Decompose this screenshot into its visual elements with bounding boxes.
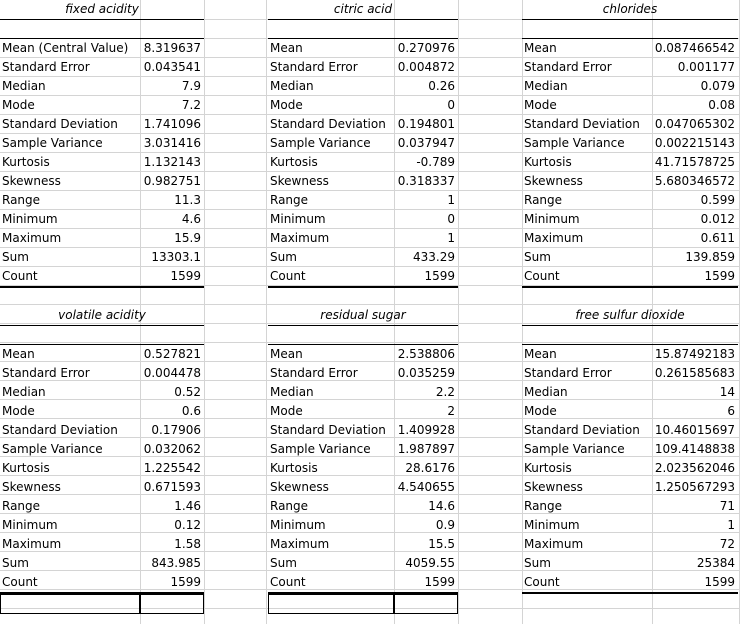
stat-value[interactable]: 0.004478 <box>143 366 201 380</box>
stat-value[interactable]: 1599 <box>170 575 201 589</box>
stat-value[interactable]: 0.6 <box>181 404 201 418</box>
header-underline <box>522 325 738 326</box>
grid-column-line <box>204 0 205 624</box>
empty-bordered-cell[interactable] <box>394 594 458 614</box>
stat-value[interactable]: 1.741096 <box>143 117 201 131</box>
stat-label[interactable]: Median <box>2 385 46 399</box>
stat-label[interactable]: Standard Error <box>524 366 612 380</box>
stat-value[interactable]: 1599 <box>704 269 735 283</box>
stat-label[interactable]: Sum <box>524 556 551 570</box>
stat-value[interactable]: 0.002215143 <box>654 136 735 150</box>
stat-value[interactable]: 14 <box>719 385 735 399</box>
table-bottom-border <box>0 286 204 288</box>
stat-value[interactable]: 1599 <box>170 269 201 283</box>
stat-label[interactable]: Sum <box>270 556 297 570</box>
grid-row-line <box>0 342 740 343</box>
stat-label[interactable]: Sample Variance <box>524 442 625 456</box>
stat-label[interactable]: Minimum <box>270 212 326 226</box>
stat-value[interactable]: 14.6 <box>428 499 455 513</box>
stat-label[interactable]: Sum <box>524 250 551 264</box>
stat-value[interactable]: 8.319637 <box>143 41 201 55</box>
stat-label[interactable]: Range <box>524 193 563 207</box>
stat-label[interactable]: Mean <box>524 41 557 55</box>
stat-value[interactable]: 0.26 <box>428 79 455 93</box>
block-header: free sulfur dioxide <box>575 308 685 322</box>
stat-label[interactable]: Count <box>270 575 306 589</box>
stat-label[interactable]: Count <box>2 575 38 589</box>
stat-label[interactable]: Maximum <box>270 537 330 551</box>
stat-value[interactable]: 10.46015697 <box>654 423 735 437</box>
stat-value[interactable]: 0 <box>447 98 455 112</box>
stat-label[interactable]: Standard Deviation <box>524 423 640 437</box>
stat-label[interactable]: Range <box>270 499 309 513</box>
stat-label[interactable]: Skewness <box>524 480 583 494</box>
stat-value[interactable]: 0.012 <box>700 212 735 226</box>
stat-label[interactable]: Sample Variance <box>2 136 103 150</box>
stat-value[interactable]: 71 <box>719 499 735 513</box>
stat-value[interactable]: 1599 <box>704 575 735 589</box>
stat-value[interactable]: 0.032062 <box>143 442 201 456</box>
block-header: chlorides <box>602 2 658 16</box>
stat-value[interactable]: 2.2 <box>435 385 455 399</box>
stat-label[interactable]: Mode <box>2 404 35 418</box>
stat-value[interactable]: 2.023562046 <box>654 461 735 475</box>
stat-value[interactable]: 1 <box>447 231 455 245</box>
empty-bordered-cell[interactable] <box>0 594 140 614</box>
stat-value[interactable]: 1.225542 <box>143 461 201 475</box>
stat-value[interactable]: 0.001177 <box>677 60 735 74</box>
grid-row-line <box>0 304 740 305</box>
stat-label[interactable]: Mean <box>524 347 557 361</box>
stat-label[interactable]: Standard Error <box>2 60 90 74</box>
stat-value[interactable]: 2 <box>447 404 455 418</box>
stat-label[interactable]: Count <box>524 269 560 283</box>
stat-value[interactable]: 6 <box>727 404 735 418</box>
stat-value[interactable]: 0.599 <box>700 193 735 207</box>
header-underline <box>268 325 458 326</box>
stat-label[interactable]: Count <box>2 269 38 283</box>
stat-label[interactable]: Mean (Central Value) <box>2 41 129 55</box>
stat-value[interactable]: 0.12 <box>174 518 201 532</box>
header-underline <box>0 19 204 20</box>
stat-value[interactable]: 1 <box>447 193 455 207</box>
stat-label[interactable]: Sample Variance <box>270 136 371 150</box>
header-underline <box>268 19 458 20</box>
table-bottom-border <box>522 592 738 594</box>
stat-value[interactable]: 1599 <box>424 269 455 283</box>
stat-label[interactable]: Sum <box>2 556 29 570</box>
stat-label[interactable]: Minimum <box>270 518 326 532</box>
stat-value[interactable]: 0.037947 <box>397 136 455 150</box>
stat-value[interactable]: 0.079 <box>700 79 735 93</box>
stat-label[interactable]: Maximum <box>524 537 584 551</box>
stat-value[interactable]: 7.9 <box>181 79 201 93</box>
stat-value[interactable]: 0.611 <box>700 231 735 245</box>
stat-label[interactable]: Maximum <box>524 231 584 245</box>
stat-value[interactable]: 0.318337 <box>397 174 455 188</box>
stat-value[interactable]: 11.3 <box>174 193 201 207</box>
stat-label[interactable]: Standard Error <box>270 366 358 380</box>
stat-value[interactable]: 0.087466542 <box>654 41 735 55</box>
stat-value[interactable]: 1.46 <box>174 499 201 513</box>
stat-label[interactable]: Sample Variance <box>2 442 103 456</box>
stat-value[interactable]: 15.9 <box>174 231 201 245</box>
stat-value[interactable]: 15.5 <box>428 537 455 551</box>
stat-label[interactable]: Standard Error <box>270 60 358 74</box>
stat-value[interactable]: 433.29 <box>413 250 455 264</box>
stat-label[interactable]: Sum <box>2 250 29 264</box>
stat-label[interactable]: Mean <box>2 347 35 361</box>
stat-value[interactable]: 5.680346572 <box>654 174 735 188</box>
stat-value[interactable]: 0.047065302 <box>654 117 735 131</box>
stat-label[interactable]: Median <box>524 385 568 399</box>
stat-value[interactable]: 4.540655 <box>397 480 455 494</box>
stat-label[interactable]: Standard Error <box>2 366 90 380</box>
stat-label[interactable]: Mode <box>2 98 35 112</box>
stat-value[interactable]: 4059.55 <box>405 556 455 570</box>
stat-label[interactable]: Sum <box>270 250 297 264</box>
grid-column-line <box>266 0 267 624</box>
stat-value[interactable]: 0.9 <box>435 518 455 532</box>
stat-label[interactable]: Skewness <box>2 480 61 494</box>
stat-label[interactable]: Median <box>270 79 314 93</box>
block-header: citric acid <box>333 2 393 16</box>
stat-label[interactable]: Median <box>524 79 568 93</box>
grid-column-line <box>458 0 459 624</box>
stat-value[interactable]: -0.789 <box>416 155 455 169</box>
stat-value[interactable]: 109.4148838 <box>654 442 735 456</box>
stat-label[interactable]: Kurtosis <box>524 461 572 475</box>
stat-value[interactable]: 0.004872 <box>397 60 455 74</box>
stat-value[interactable]: 1.987897 <box>397 442 455 456</box>
stat-label[interactable]: Maximum <box>2 537 62 551</box>
stat-label[interactable]: Count <box>524 575 560 589</box>
stat-value[interactable]: 0.982751 <box>143 174 201 188</box>
stat-label[interactable]: Mode <box>524 404 557 418</box>
stat-label[interactable]: Median <box>270 385 314 399</box>
empty-bordered-cell[interactable] <box>140 594 204 614</box>
stat-value[interactable]: 1.132143 <box>143 155 201 169</box>
stat-label[interactable]: Maximum <box>2 231 62 245</box>
stat-value[interactable]: 0.194801 <box>397 117 455 131</box>
stat-label[interactable]: Minimum <box>2 518 58 532</box>
stat-value[interactable]: 2.538806 <box>397 347 455 361</box>
stat-value[interactable]: 4.6 <box>181 212 201 226</box>
stat-label[interactable]: Kurtosis <box>524 155 572 169</box>
stat-label[interactable]: Sample Variance <box>524 136 625 150</box>
stat-value[interactable]: 1.250567293 <box>654 480 735 494</box>
stat-value[interactable]: 0.52 <box>174 385 201 399</box>
stat-label[interactable]: Standard Error <box>524 60 612 74</box>
stat-label[interactable]: Kurtosis <box>270 155 318 169</box>
stat-value[interactable]: 843.985 <box>151 556 201 570</box>
stat-label[interactable]: Skewness <box>524 174 583 188</box>
stat-label[interactable]: Kurtosis <box>270 461 318 475</box>
stat-label[interactable]: Mean <box>270 347 303 361</box>
stat-value[interactable]: 3.031416 <box>143 136 201 150</box>
stat-label[interactable]: Standard Deviation <box>2 423 118 437</box>
stat-label[interactable]: Standard Deviation <box>270 423 386 437</box>
stat-value[interactable]: 7.2 <box>181 98 201 112</box>
stat-value[interactable]: 0.270976 <box>397 41 455 55</box>
stat-value[interactable]: 1 <box>727 518 735 532</box>
stat-value[interactable]: 0.043541 <box>143 60 201 74</box>
stat-label[interactable]: Standard Deviation <box>2 117 118 131</box>
stat-label[interactable]: Mode <box>524 98 557 112</box>
block-header: volatile acidity <box>58 308 146 322</box>
block-header: fixed acidity <box>65 2 139 16</box>
table-bottom-border <box>522 286 738 288</box>
table-bottom-border <box>268 286 458 288</box>
stat-label[interactable]: Kurtosis <box>2 461 50 475</box>
stat-label[interactable]: Mean <box>270 41 303 55</box>
stat-value[interactable]: 41.71578725 <box>654 155 735 169</box>
stat-label[interactable]: Count <box>270 269 306 283</box>
stat-label[interactable]: Kurtosis <box>2 155 50 169</box>
stat-label[interactable]: Minimum <box>2 212 58 226</box>
stat-value[interactable]: 0.671593 <box>143 480 201 494</box>
stat-value[interactable]: 0.035259 <box>397 366 455 380</box>
stat-value[interactable]: 0 <box>447 212 455 226</box>
header-underline <box>0 325 204 326</box>
stat-label[interactable]: Range <box>2 499 41 513</box>
header-underline <box>522 19 738 20</box>
stat-label[interactable]: Range <box>2 193 41 207</box>
stat-value[interactable]: 25384 <box>696 556 735 570</box>
stat-label[interactable]: Range <box>524 499 563 513</box>
stat-value[interactable]: 1599 <box>424 575 455 589</box>
stat-value[interactable]: 15.87492183 <box>654 347 735 361</box>
stat-label[interactable]: Range <box>270 193 309 207</box>
stat-label[interactable]: Minimum <box>524 212 580 226</box>
stat-label[interactable]: Maximum <box>270 231 330 245</box>
stat-label[interactable]: Skewness <box>2 174 61 188</box>
stat-value[interactable]: 28.6176 <box>405 461 455 475</box>
stat-label[interactable]: Mode <box>270 98 303 112</box>
stat-label[interactable]: Median <box>2 79 46 93</box>
stat-label[interactable]: Mode <box>270 404 303 418</box>
stat-value[interactable]: 13303.1 <box>151 250 201 264</box>
stat-value[interactable]: 1.58 <box>174 537 201 551</box>
stat-label[interactable]: Standard Deviation <box>524 117 640 131</box>
empty-bordered-cell[interactable] <box>268 594 394 614</box>
stat-label[interactable]: Skewness <box>270 480 329 494</box>
stat-value[interactable]: 0.17906 <box>151 423 201 437</box>
stat-label[interactable]: Minimum <box>524 518 580 532</box>
stat-label[interactable]: Standard Deviation <box>270 117 386 131</box>
stat-value[interactable]: 0.08 <box>708 98 735 112</box>
block-header: residual sugar <box>320 308 406 322</box>
stat-label[interactable]: Sample Variance <box>270 442 371 456</box>
stat-value[interactable]: 0.261585683 <box>654 366 735 380</box>
stat-value[interactable]: 72 <box>719 537 735 551</box>
stat-value[interactable]: 139.859 <box>685 250 735 264</box>
stat-value[interactable]: 1.409928 <box>397 423 455 437</box>
stat-label[interactable]: Skewness <box>270 174 329 188</box>
stat-value[interactable]: 0.527821 <box>143 347 201 361</box>
